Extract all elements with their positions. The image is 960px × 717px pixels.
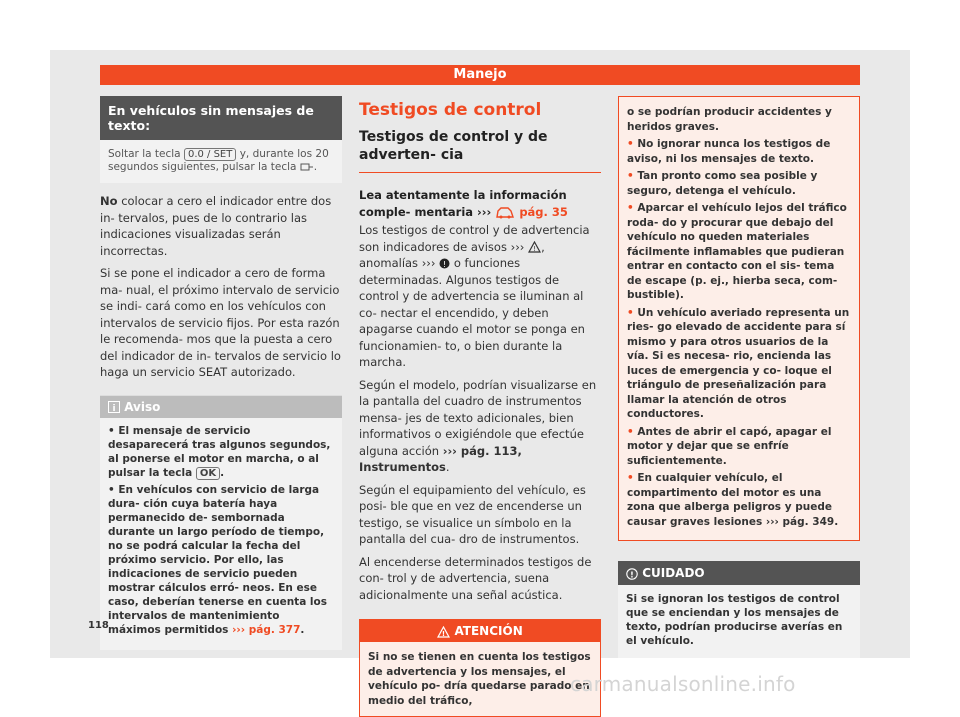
svg-text:!: ! (533, 245, 536, 253)
svg-text:!: ! (442, 629, 446, 638)
subsection-heading: Testigos de control y de adverten- cia (359, 128, 601, 173)
warning-body: Si no se tienen en cuenta los testigos de advertencia y los mensajes, el vehículo po- dría quedarse parado en medio del tráfico, (368, 651, 591, 707)
page-link[interactable]: ››› pág. 349 (765, 515, 835, 528)
note-box (100, 395, 342, 650)
warning-box-continued (618, 96, 860, 541)
list-item: • Un vehículo averiado representa un ries- go elevado de accidente para sí mismo y para otros usuarios de la vía. Si es necesa- rio, encienda las luces de emergencia y co- loque el triángulo de preseñalización para llamar la atención de otros conductores. (627, 306, 850, 420)
svg-text:i: i (112, 404, 116, 413)
column-middle (359, 96, 601, 717)
column-left (100, 96, 342, 650)
paragraph: Si se pone el indicador a cero de forma ma- nual, el próximo intervalo de servicio se indi- cará como en los vehículos con intervalos de servicio fijos. Por esta razón le recomenda- mos que la puesta a cero del indicador de in- tervalos de servicio lo haga un servicio SEAT autorizado. (100, 266, 341, 379)
key-label: 0.0 / SET (184, 148, 236, 161)
paragraph: Al encenderse determinados testigos de con- trol y de advertencia, suena adicionalmente una señal acústica. (359, 554, 592, 602)
list-item: • Tan pronto como sea posible y seguro, detenga el vehículo. (627, 170, 818, 197)
section-header: Manejo (100, 65, 860, 85)
page-link[interactable]: ››› pág. 377 (232, 623, 301, 636)
warning-triangle-icon (528, 241, 541, 253)
paragraph: Según el equipamiento del vehículo, es posi- ble que en vez de encenderse un testigo, se visualice un símbolo en la pantalla del cua- dro de instrumentos. (359, 482, 586, 546)
warning-text: o se podrían producir accidentes y heridos graves. (627, 106, 832, 133)
caution-title: ! CUIDADO (618, 561, 860, 585)
page-link[interactable]: pág. 35 (519, 204, 568, 219)
list-item: • Antes de abrir el capó, apagar el motor y dejar que se enfríe suficientemente. (627, 425, 832, 467)
list-item: • En vehículos con servicio de larga dura- ción cuya batería haya permanecido de- sembornada durante un largo período de tiempo, no se podrá calcular la fecha del próximo servicio. Por ello, las indicaciones de servicio pueden mostrar cálculos erró- neos. En ese caso, deberían tenerse en cuenta los intervalos de mantenimiento máximos permitidos ››› pág. 377. (108, 483, 327, 636)
caution-box (618, 561, 860, 658)
svg-text:!: ! (630, 570, 634, 579)
paragraph: Según el modelo, podrían visualizarse en la pantalla del cuadro de instrumentos mensa- jes de texto adicionales, bien informativos o exigiéndole que efectúe alguna acción ››› pág. 113, Instrumentos. (359, 377, 597, 474)
paragraph: No colocar a cero el indicador entre dos in- tervalos, pues de lo contrario las indicaciones visualizadas serán incorrectas. (100, 194, 332, 258)
caution-circle-icon (626, 568, 638, 580)
page-number: 118 (88, 620, 109, 631)
list-item: • Aparcar el vehículo lejos del tráfico roda- do y procurar que debajo del vehículo no queden materiales fácilmente inflamables que pudieran entrar en contacto con el sis- tema de escape (p. ej., hierba seca, com- bustible). (627, 202, 847, 301)
warning-box (359, 619, 601, 717)
lead-text: Lea atentamente la información comple- mentaria ››› pág. 35 (359, 188, 568, 219)
warning-triangle-icon (437, 626, 450, 638)
ok-key: OK (196, 467, 220, 480)
list-item: • El mensaje de servicio desaparecerá tras algunos segundos, al ponerse el motor en marcha, o al pulsar la tecla OK . (108, 424, 331, 479)
trip-reset-icon (300, 162, 314, 172)
page-link[interactable]: ››› pág. 113, Instrumentos (359, 443, 522, 474)
car-book-icon (495, 205, 515, 219)
warning-body (619, 97, 859, 540)
info-box-body: Soltar la tecla 0.0 / SET y, durante los 20 segundos siguientes, pulsar la tecla . (108, 148, 329, 173)
info-box (100, 96, 342, 183)
note-body (100, 418, 342, 650)
info-icon (108, 401, 120, 413)
svg-text:!: ! (443, 260, 447, 269)
watermark: carmanualsonline.info (570, 672, 796, 696)
column-right (618, 96, 860, 658)
note-title: i Aviso (100, 396, 342, 418)
exclamation-circle-icon (439, 258, 450, 269)
section-heading: Testigos de control (359, 100, 542, 120)
caution-body: Si se ignoran los testigos de control que se enciendan y los mensajes de texto, podrían producirse averías en el vehículo. (626, 593, 843, 647)
info-box-title: En vehículos sin mensajes de texto: (100, 96, 342, 140)
list-item: • En cualquier vehículo, el compartimento del motor es una zona que alberga peligros y puede causar graves lesiones ››› pág. 349. (627, 472, 839, 528)
list-item: • No ignorar nunca los testigos de aviso, ni los mensajes de texto. (627, 138, 831, 165)
paragraph: Los testigos de control y de advertencia son indicadores de avisos ››› ! , anomalías ››› ! o funciones determinadas. Algunos testigos de control y de advertencia se iluminan al co- nectar el encendido, y deben apagarse cuando el motor se ponga en funcionamien- to, o bien durante la marcha. (359, 223, 590, 369)
warning-title: ! ATENCIÓN (360, 620, 600, 642)
